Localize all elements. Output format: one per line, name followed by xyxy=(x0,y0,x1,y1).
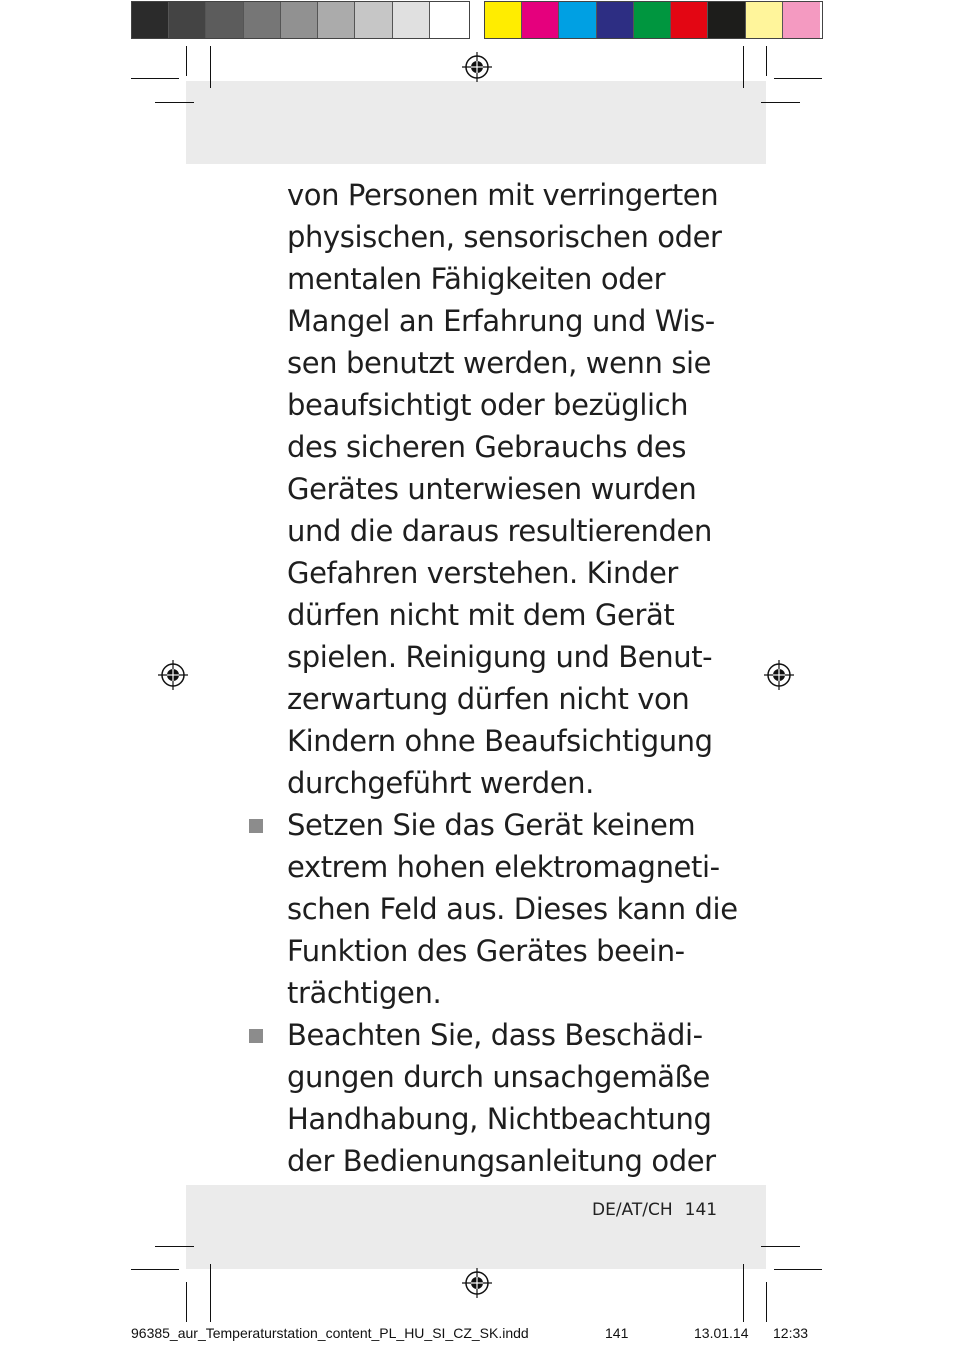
color-swatch-group xyxy=(484,1,823,39)
text-line: beaufsichtigt oder bezüglich xyxy=(287,388,689,422)
slug-page: 141 xyxy=(605,1325,629,1341)
square-bullet-icon xyxy=(249,1029,263,1043)
text-line: zerwartung dürfen nicht von xyxy=(287,682,690,716)
color-swatch xyxy=(355,2,392,38)
slug-date: 13.01.14 xyxy=(694,1325,749,1341)
body-text xyxy=(287,174,738,1182)
gray-swatch-group xyxy=(131,1,470,39)
header-band xyxy=(186,81,766,164)
text-line: der Bedienungsanleitung oder xyxy=(287,1144,716,1178)
color-swatch xyxy=(318,2,355,38)
color-swatch xyxy=(430,2,467,38)
registration-mark-icon xyxy=(461,51,493,83)
text-line xyxy=(287,804,727,846)
bullet-text: Beachten Sie, dass Beschädi- xyxy=(287,1018,703,1052)
text-line: spielen. Reinigung und Benut- xyxy=(287,640,713,674)
color-swatch xyxy=(393,2,430,38)
text-line: Gefahren verstehen. Kinder xyxy=(287,556,678,590)
square-bullet-icon xyxy=(249,819,263,833)
text-line: Kindern ohne Beaufsichtigung xyxy=(287,724,713,758)
text-line: gungen durch unsachgemäße xyxy=(287,1060,710,1094)
color-swatch xyxy=(485,2,522,38)
bullet-text: Setzen Sie das Gerät keinem xyxy=(287,808,696,842)
color-swatch xyxy=(708,2,745,38)
bullet-item xyxy=(287,1014,727,1182)
color-swatch xyxy=(597,2,634,38)
text-line: durchgeführt werden. xyxy=(287,766,594,800)
color-swatch xyxy=(132,2,169,38)
registration-mark-icon xyxy=(763,659,795,691)
text-line: trächtigen. xyxy=(287,976,442,1010)
text-line: Gerätes unterwiesen wurden xyxy=(287,472,697,506)
text-line: Mangel an Erfahrung und Wis- xyxy=(287,304,715,338)
text-line: dürfen nicht mit dem Gerät xyxy=(287,598,675,632)
color-swatch xyxy=(783,2,820,38)
color-swatch xyxy=(522,2,559,38)
page-footer xyxy=(592,1200,717,1220)
text-line xyxy=(287,1014,727,1056)
text-line: schen Feld aus. Dieses kann die xyxy=(287,892,738,926)
text-line: Funktion des Gerätes beein- xyxy=(287,934,685,968)
color-swatch xyxy=(206,2,243,38)
color-calibration-bar xyxy=(131,1,823,39)
color-swatch xyxy=(244,2,281,38)
text-line: physischen, sensorischen oder xyxy=(287,220,722,254)
text-line: und die daraus resultierenden xyxy=(287,514,712,548)
slug-filename: 96385_aur_Temperaturstation_content_PL_HU_SI_CZ_SK.indd xyxy=(131,1325,529,1341)
text-line: des sicheren Gebrauchs des xyxy=(287,430,687,464)
text-line: mentalen Fähigkeiten oder xyxy=(287,262,666,296)
color-swatch xyxy=(281,2,318,38)
text-line: sen benutzt werden, wenn sie xyxy=(287,346,712,380)
footer-band xyxy=(186,1185,766,1269)
slug-time: 12:33 xyxy=(773,1325,809,1341)
text-line: extrem hohen elektromagneti- xyxy=(287,850,720,884)
region-label: DE/AT/CH xyxy=(592,1200,673,1220)
text-line: von Personen mit verringerten xyxy=(287,178,719,212)
registration-mark-icon xyxy=(157,659,189,691)
bullet-item xyxy=(287,804,738,1014)
page-number: 141 xyxy=(684,1200,718,1220)
color-swatch xyxy=(169,2,206,38)
color-swatch xyxy=(559,2,596,38)
text-line: Handhabung, Nichtbeachtung xyxy=(287,1102,712,1136)
registration-mark-icon xyxy=(461,1267,493,1299)
color-swatch xyxy=(634,2,671,38)
color-swatch xyxy=(671,2,708,38)
color-swatch xyxy=(746,2,783,38)
